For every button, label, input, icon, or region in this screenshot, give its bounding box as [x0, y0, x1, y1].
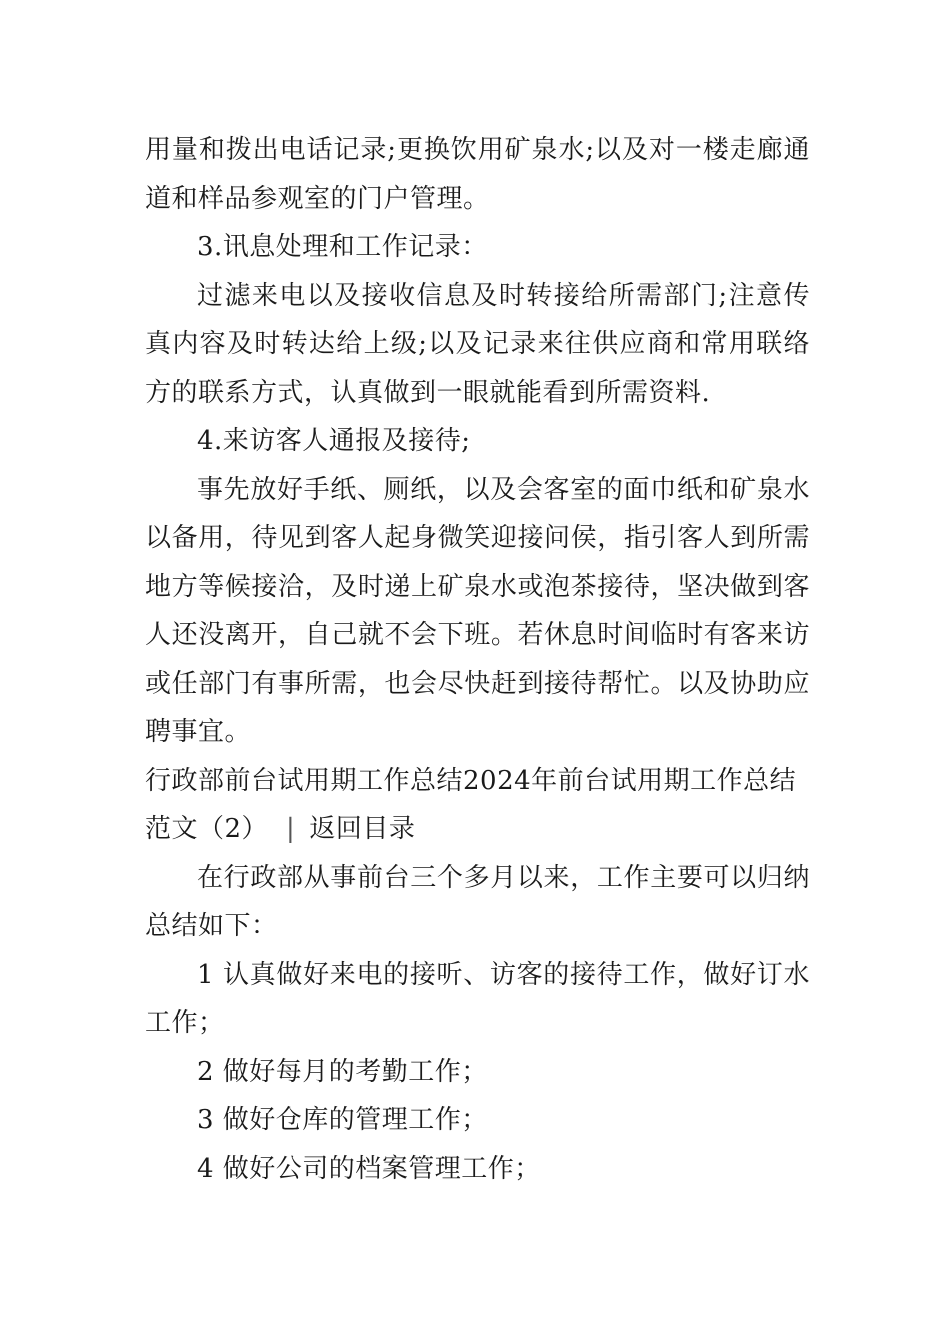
paragraph: 事先放好手纸、厕纸，以及会客室的面巾纸和矿泉水以备用，待见到客人起身微笑迎接问侯，指引客人到所需地方等候接洽，及时递上矿泉水或泡茶接待，坚决做到客人还没离开，自己就不会下班。若休息时间临时有客来访或任部门有事所需，也会尽快赶到接待帮忙。以及协助应聘事宜。 — [145, 474, 810, 747]
section-heading — [145, 757, 810, 854]
paragraph: 4 做好公司的档案管理工作； — [197, 1153, 541, 1184]
paragraph: 3 做好仓库的管理工作； — [197, 1105, 488, 1135]
paragraph: 2 做好每月的考勤工作； — [197, 1056, 488, 1087]
heading-separator: | — [286, 814, 296, 844]
paragraph: 1 认真做好来电的接听、访客的接待工作，做好订水工作； — [145, 959, 810, 1038]
paragraph: 4.来访客人通报及接待; — [197, 426, 471, 456]
paragraph: 用量和拨出电话记录;更换饮用矿泉水;以及对一楼走廊通道和样品参观室的门户管理。 — [145, 135, 810, 214]
paragraph: 在行政部从事前台三个多月以来，工作主要可以归纳总结如下： — [145, 862, 810, 941]
back-to-toc-link[interactable]: 返回目录 — [309, 814, 416, 844]
paragraph: 过滤来电以及接收信息及时转接给所需部门;注意传真内容及时转达给上级;以及记录来往供应商和常用联络方的联系方式，认真做到一眼就能看到所需资料. — [145, 280, 810, 408]
paragraph-group-bottom — [145, 854, 810, 1194]
section-heading-text: 行政部前台试用期工作总结2024年前台试用期工作总结范文（2） — [145, 765, 797, 844]
paragraph: 3.讯息处理和工作记录： — [197, 232, 488, 262]
paragraph-group-top — [145, 126, 810, 757]
document-body — [145, 126, 810, 1193]
